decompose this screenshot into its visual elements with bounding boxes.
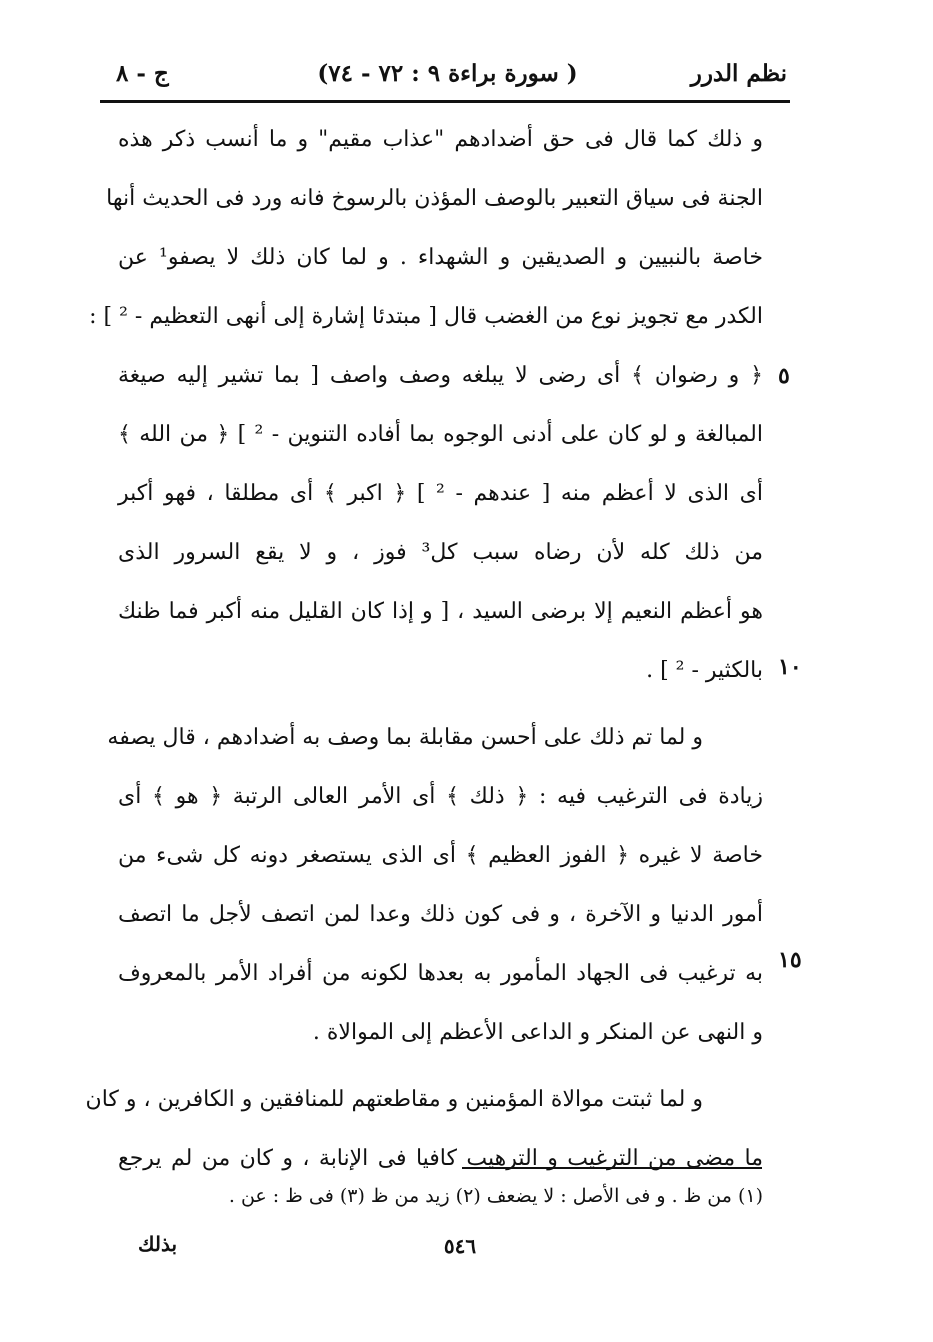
text-line: و ذلك كما قال فى حق أضدادهم "عذاب مقيم" و ما أنسب ذكر هذه: [118, 127, 763, 152]
text-line: المبالغة و لو كان على أدنى الوجوه بما أفاده التنوين - ² ] ﴿ من الله ﴾: [118, 422, 763, 447]
footnote-rule: [462, 1167, 762, 1169]
page-number: ٥٤٦: [443, 1234, 477, 1258]
surah-reference: ( سورة براءة ٩ : ٧٢ - ٧٤): [317, 60, 578, 87]
text-line: به ترغيب فى الجهاد المأمور به بعدها لكونه من أفراد الأمر بالمعروف: [118, 961, 763, 986]
paragraph-gap: [118, 1062, 763, 1070]
text-line: أمور الدنيا و الآخرة ، و فى كون ذلك وعدا لمن اتصف لأجل ما اتصف: [118, 902, 763, 927]
text-line: ما مضى من الترغيب و الترهيب كافيا فى الإنابة ، و كان من لم يرجع: [118, 1146, 763, 1171]
running-header: [100, 52, 795, 98]
text-line: أى الذى لا أعظم منه [ عندهم - ² ] ﴿ اكبر ﴾ أى مطلقا ، فهو أكبر: [118, 481, 763, 506]
book-title: نظم الدرر: [690, 60, 787, 87]
text-line: خاصة لا غيره ﴿ الفوز العظيم ﴾ أى الذى يستصغر دونه كل شىء من: [118, 843, 763, 868]
text-line: خاصة بالنبيين و الصديقين و الشهداء . و لما كان ذلك لا يصفو¹ عن: [118, 245, 763, 270]
text-line: بالكثير - ² ] .: [646, 658, 763, 683]
text-line: ﴿ و رضوان ﴾ أى رضى لا يبلغه وصف واصف [ بما تشير إليه صيغة: [118, 363, 763, 388]
line-number: ٥: [778, 363, 790, 389]
text-line: زيادة فى الترغيب فيه : ﴿ ذلك ﴾ أى الأمر العالى الرتبة ﴿ هو ﴾ أى: [118, 784, 763, 809]
volume-label: ج - ٨: [116, 60, 169, 87]
text-line: من ذلك كله لأن رضاه سبب كل³ فوز ، و لا يقع السرور الذى: [118, 540, 763, 565]
text-line: الجنة فى سياق التعبير بالوصف المؤذن بالرسوخ فانه ورد فى الحديث أنها: [106, 186, 763, 211]
text-line: و النهى عن المنكر و الداعى الأعظم إلى الموالاة .: [312, 1020, 763, 1045]
line-number: ١٥: [778, 947, 802, 973]
paragraph-gap: [118, 700, 763, 708]
catchword: بذلك: [138, 1232, 178, 1256]
footnotes: (١) من ظ . و فى الأصل : لا يضعف (٢) زيد من ظ (٣) فى ظ : عن .: [228, 1185, 763, 1207]
text-line: الكدر مع تجويز نوع من الغضب قال [ مبتدئا إشارة إلى أنهى التعظيم - ² ] :: [89, 304, 763, 329]
line-number: ١٠: [778, 654, 802, 680]
header-rule: [100, 100, 790, 103]
main-text: [85, 110, 763, 1188]
text-line: و لما ثبتت موالاة المؤمنين و مقاطعتهم للمنافقين و الكافرين ، و كان: [85, 1087, 703, 1112]
text-line: هو أعظم النعيم إلا برضى السيد ، [ و إذا كان القليل منه أكبر فما ظنك: [118, 599, 763, 624]
text-line: و لما تم ذلك على أحسن مقابلة بما وصف به أضدادهم ، قال يصفه: [107, 725, 703, 750]
